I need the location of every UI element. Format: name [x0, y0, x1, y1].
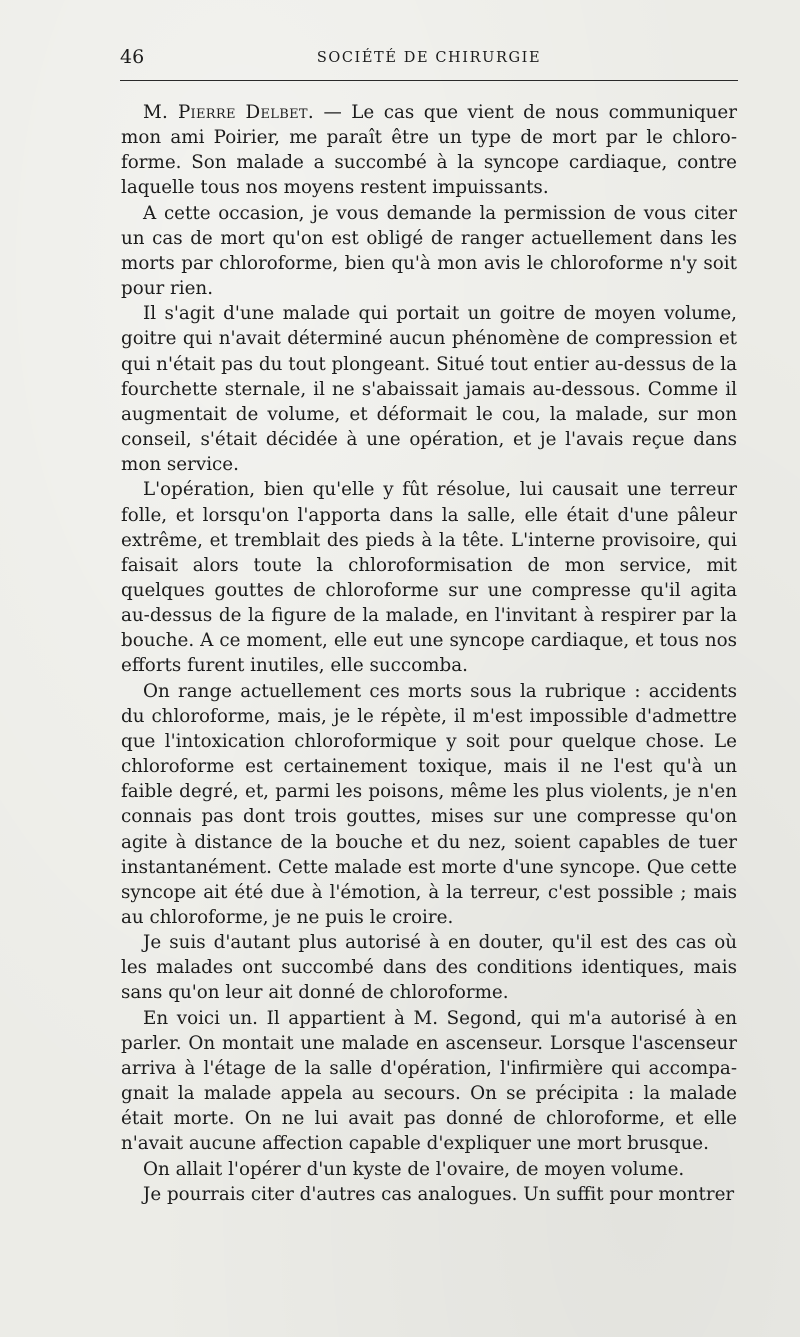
- running-title: SOCIÉTÉ DE CHIRURGIE: [316, 50, 542, 66]
- paragraph: A cette occasion, je vous demande la permission de vous citer un cas de mort qu'on est obligé de ranger actuellement dans les morts par chloroforme, bien qu'à mon avis le chloroforme n'y soit pour rien.: [121, 202, 737, 300]
- paragraph: Je suis d'autant plus autorisé à en douter, qu'il est des cas où les malades ont succombé dans des conditions identiques, mais sans qu'on leur ait donné de chloroforme.: [121, 932, 737, 1004]
- paragraph: En voici un. Il appartient à M. Segond, qui m'a autorisé à en parler. On montait une malade en ascenseur. Lorsque l'ascenseur arriva à l'étage de la salle d'opération, l'infirmière qui accompagnait la malade appela au secours. On se précipita : la malade était morte. On ne lui avait pas donné de chloroforme, et elle n'avait aucune affection capable d'expliquer une mort brusque.: [121, 1007, 737, 1155]
- paragraph-text: — Le cas que vient de nous communiquer mon ami Poirier, me paraît être un type de mort par le chloroforme. Son malade a succombé à la syncope cardiaque, contre laquelle tous nos moyens restent impuissants.: [121, 102, 737, 199]
- speaker-name: M. Pierre Delbet.: [143, 102, 314, 123]
- page-number: 46: [120, 46, 145, 68]
- header-rule: [120, 80, 738, 81]
- paragraph: On allait l'opérer d'un kyste de l'ovaire, de moyen volume.: [143, 1158, 685, 1180]
- paragraph: Je pourrais citer d'autres cas analogues. Un suffit pour montrer: [143, 1183, 735, 1205]
- running-head: [120, 44, 738, 70]
- body-text: [121, 100, 737, 1207]
- paragraph: Il s'agit d'une malade qui portait un goitre de moyen volume, goitre qui n'avait déterminé aucun phénomène de compression et qui n'était pas du tout plongeant. Situé tout entier au-dessus de la fourchette sternale, il ne s'abaissait jamais au-dessous. Comme il augmentait de volume, et déformait le cou, la malade, sur mon conseil, s'était décidée à une opération, et je l'avais reçue dans mon service.: [121, 303, 737, 476]
- paragraph: L'opération, bien qu'elle y fût résolue, lui causait une terreur folle, et lorsqu'on l'apporta dans la salle, elle était d'une pâleur extrême, et tremblait des pieds à la tête. L'interne provisoire, qui faisait alors toute la chloroformisation de mon service, mit quelques gouttes de chloroforme sur une compresse qu'il agita au-dessus de la figure de la malade, en l'invitant à respirer par la bouche. A ce moment, elle eut une syncope cardiaque, et tous nos efforts furent inutiles, elle succomba.: [121, 479, 737, 677]
- paragraph-speech-intro: [121, 100, 737, 201]
- paragraph: On range actuellement ces morts sous la rubrique : accidents du chloroforme, mais, je le répète, il m'est impossible d'admettre que l'intoxication chloroformique y soit pour quelque chose. Le chloroforme est certainement toxique, mais il ne l'est qu'à un faible degré, et, parmi les poisons, même les plus violents, je n'en connais pas dont trois gouttes, mises sur une compresse qu'on agite à distance de la bouche et du nez, soient capables de tuer instantanément. Cette malade est morte d'une syncope. Que cette syncope ait été due à l'émotion, à la terreur, c'est possible ; mais au chloroforme, je ne puis le croire.: [121, 680, 737, 928]
